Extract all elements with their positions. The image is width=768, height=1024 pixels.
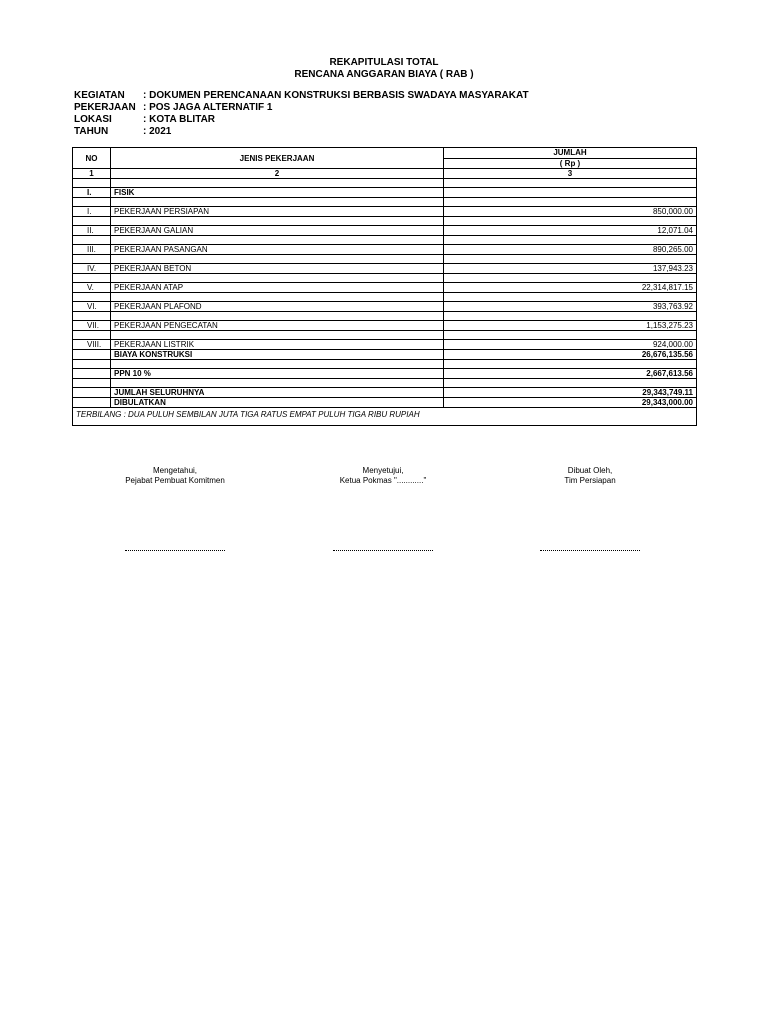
spacer-row [73,179,697,188]
item-label: PEKERJAAN LISTRIK [111,340,444,350]
table-row [73,264,697,274]
item-amount: 850,000.00 [444,207,697,217]
item-amount: 137,943.23 [444,264,697,274]
header-jumlah: JUMLAH [444,148,697,159]
table-row [73,302,697,312]
biaya-konstruksi-amount: 26,676,135.56 [444,350,697,360]
table-row [73,321,697,331]
terbilang-text: TERBILANG : DUA PULUH SEMBILAN JUTA TIGA RATUS EMPAT PULUH TIGA RIBU RUPIAH [73,408,697,426]
info-value: : KOTA BLITAR [143,114,216,125]
colnum-2: 2 [111,169,444,179]
rounded-total-row [73,398,697,408]
signature-line [540,550,640,551]
info-row-lokasi [74,114,529,126]
signature-role: Mengetahui, [152,466,198,475]
jumlah-seluruhnya-label: JUMLAH SELURUHNYA [111,388,444,398]
ppn-row [73,369,697,379]
section-row [73,188,697,198]
spacer-row [73,255,697,264]
table-row [73,245,697,255]
item-no: II. [73,226,111,236]
ppn-label: PPN 10 % [111,369,444,379]
signature-title: Ketua Pokmas "............" [339,476,427,485]
table-row [73,226,697,236]
subtotal-row [73,350,697,360]
header-unit: ( Rp ) [444,158,697,169]
item-no: V. [73,283,111,293]
spacer-row [73,274,697,283]
table-row [73,340,697,350]
item-amount: 12,071.04 [444,226,697,236]
info-block [74,90,529,138]
item-label: PEKERJAAN GALIAN [111,226,444,236]
info-row-pekerjaan [74,102,529,114]
section-label: FISIK [111,188,444,198]
signature-line [333,550,433,551]
item-no: I. [73,207,111,217]
item-label: PEKERJAAN BETON [111,264,444,274]
spacer-row [73,217,697,226]
item-label: PEKERJAAN PENGECATAN [111,321,444,331]
header-jenis: JENIS PEKERJAAN [111,148,444,169]
item-amount: 1,153,275.23 [444,321,697,331]
colnum-1: 1 [73,169,111,179]
item-amount: 924,000.00 [444,340,697,350]
spacer-row [73,312,697,321]
item-label: PEKERJAAN PASANGAN [111,245,444,255]
document-subtitle: RENCANA ANGGARAN BIAYA ( RAB ) [294,69,474,80]
item-label: PEKERJAAN PLAFOND [111,302,444,312]
item-amount: 890,265.00 [444,245,697,255]
header-no: NO [73,148,111,169]
info-row-kegiatan [74,90,529,102]
jumlah-seluruhnya-amount: 29,343,749.11 [444,388,697,398]
info-row-tahun [74,126,529,138]
item-label: PEKERJAAN PERSIAPAN [111,207,444,217]
signature-block-tim [490,466,690,486]
ppn-amount: 2,667,613.56 [444,369,697,379]
info-label: KEGIATAN [74,90,125,101]
item-no: VI. [73,302,111,312]
section-no: I. [73,188,111,198]
spacer-row [73,236,697,245]
colnum-3: 3 [444,169,697,179]
signature-block-pokmas [283,466,483,486]
item-no: VIII. [73,340,111,350]
total-row [73,388,697,398]
table-header-row [73,148,697,159]
signature-role: Menyetujui, [362,466,404,475]
signature-title: Pejabat Pembuat Komitmen [125,476,225,485]
item-no: IV. [73,264,111,274]
item-amount: 22,314,817.15 [444,283,697,293]
signature-title: Tim Persiapan [564,476,616,485]
rab-table [72,147,697,426]
info-label: LOKASI [74,114,112,125]
spacer-row [73,379,697,388]
spacer-row [73,293,697,302]
table-colnum-row [73,169,697,179]
item-label: PEKERJAAN ATAP [111,283,444,293]
item-amount: 393,763.92 [444,302,697,312]
biaya-konstruksi-label: BIAYA KONSTRUKSI [111,350,444,360]
dibulatkan-amount: 29,343,000.00 [444,398,697,408]
info-value: : 2021 [143,126,172,137]
document-title: REKAPITULASI TOTAL [329,57,439,68]
info-label: PEKERJAAN [74,102,136,113]
spacer-row [73,198,697,207]
info-value: : POS JAGA ALTERNATIF 1 [143,102,273,113]
signature-line [125,550,225,551]
info-label: TAHUN [74,126,109,137]
dibulatkan-label: DIBULATKAN [111,398,444,408]
table-row [73,207,697,217]
spacer-row [73,331,697,340]
spacer-row [73,360,697,369]
item-no: III. [73,245,111,255]
signature-role: Dibuat Oleh, [567,466,613,475]
item-no: VII. [73,321,111,331]
terbilang-row [73,408,697,426]
info-value: : DOKUMEN PERENCANAAN KONSTRUKSI BERBASIS SWADAYA MASYARAKAT [143,90,529,101]
signature-block-ppk [75,466,275,486]
table-row [73,283,697,293]
